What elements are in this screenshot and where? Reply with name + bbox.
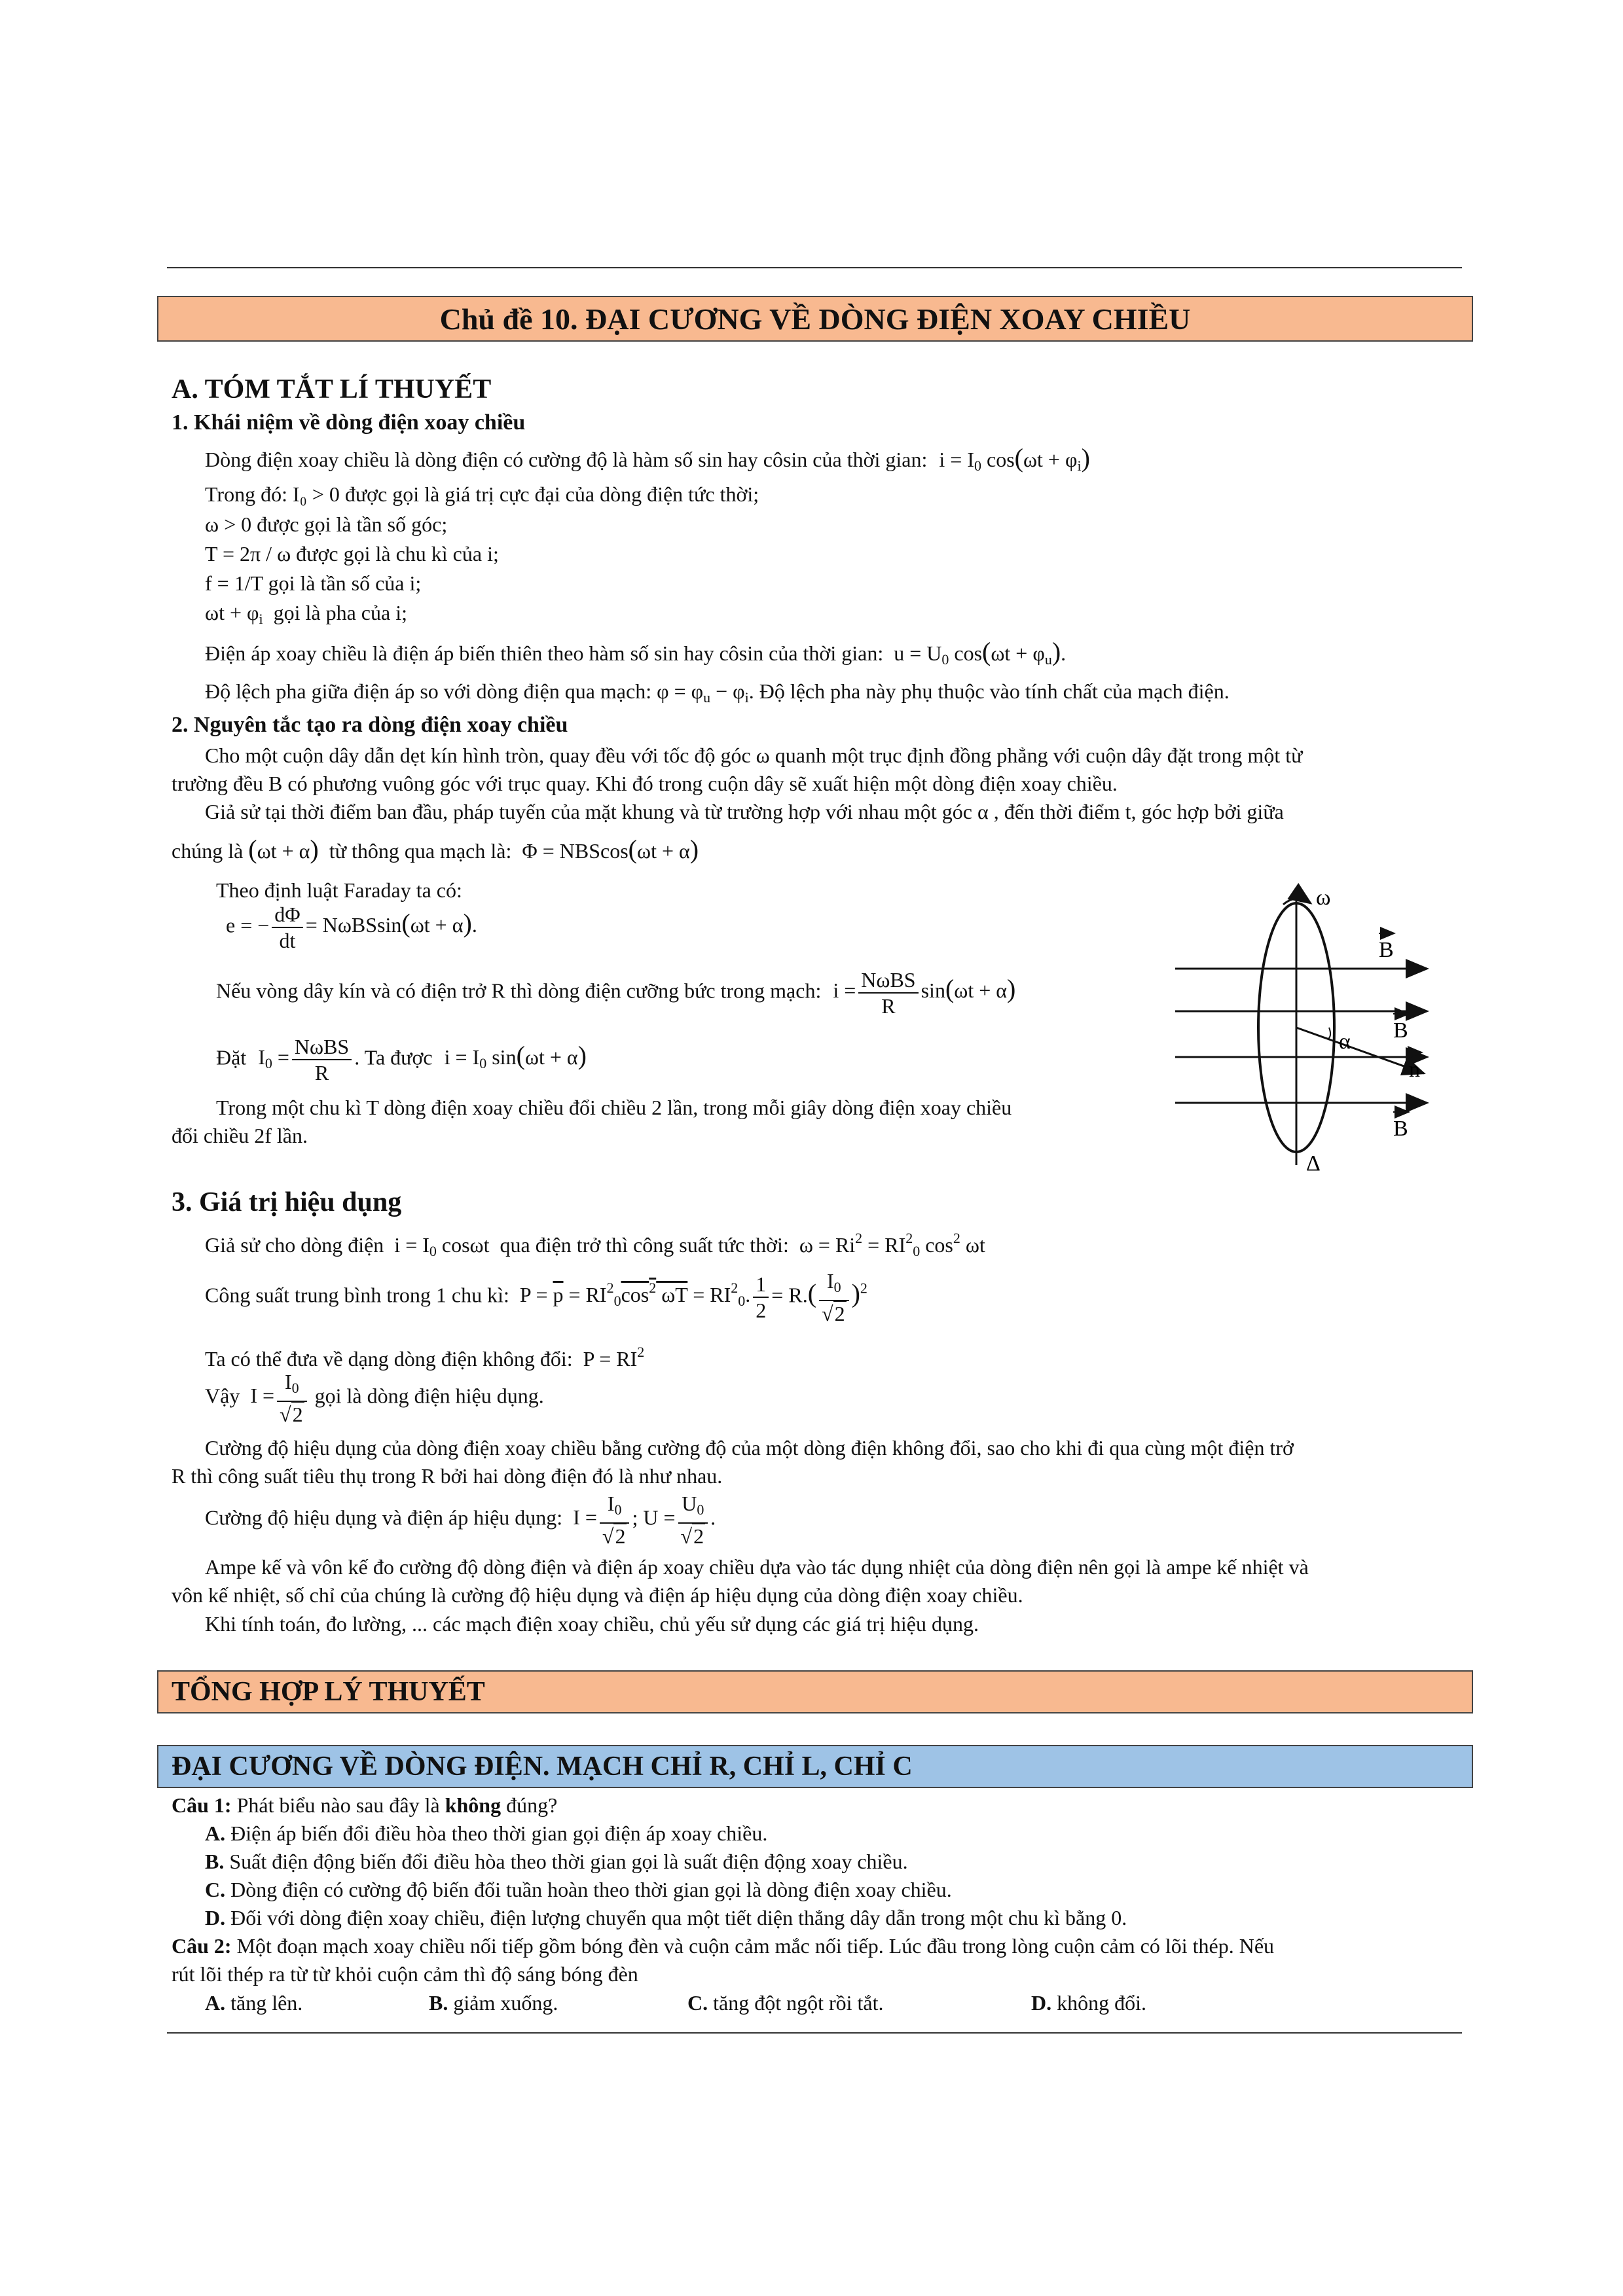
- q2-option-b[interactable]: B. giảm xuống.: [429, 1991, 558, 2015]
- s2-paragraph-3b: đổi chiều 2f lần.: [172, 1124, 308, 1147]
- s2-paragraph-1b: trường đều B có phương vuông góc với trục quay. Khi đó trong cuộn dây sẽ xuất hiện một dòng điện xoay chiều.: [172, 772, 1118, 795]
- s3-paragraph-1: Giả sử cho dòng điện $i = I_0$ cosωt qua điện trở thì công suất tức thời: $\omega = Ri^2 = RI^2_0$ $\cos^2 \omega t$: [205, 1230, 985, 1259]
- summary-banner-title: TỔNG HỢP LÝ THUYẾT: [172, 1677, 485, 1707]
- top-rule: [167, 267, 1462, 268]
- s1-where-i0: Trong đó: I₀ > 0 được gọi là giá trị cực đại của dòng điện tức thời;: [205, 482, 759, 506]
- q2-option-a[interactable]: A. tăng lên.: [205, 1991, 303, 2015]
- question-2: Câu 2: Một đoạn mạch xoay chiều nối tiếp gồm bóng đèn và cuộn cảm mắc nối tiếp. Lúc đầu trong lòng cuộn cảm có lõi thép. Nếu: [172, 1934, 1275, 1958]
- formula-emf: e = − $\frac{d\Phi}{dt}$ = NωBSsin(ωt + α).: [226, 903, 477, 952]
- s3-paragraph-7a: Ampe kế và vôn kế đo cường độ dòng điện và điện áp xoay chiều dựa vào tác dụng nhiệt của dòng điện nên gọi là ampe kế nhiệt và: [205, 1555, 1309, 1579]
- q1-option-d[interactable]: D. Đối với dòng điện xoay chiều, điện lượng chuyển qua một tiết diện thẳng dây dẫn trong một chu kì bằng 0.: [205, 1906, 1127, 1929]
- q1-option-c[interactable]: C. Dòng điện có cường độ biến đổi tuần hoàn theo thời gian gọi là dòng điện xoay chiều.: [205, 1878, 952, 1901]
- delta-label: Δ: [1306, 1151, 1321, 1175]
- s1-heading: 1. Khái niệm về dòng điện xoay chiều: [172, 410, 526, 435]
- rotating-coil-diagram: [1165, 877, 1467, 1185]
- question-1: Câu 1: Phát biểu nào sau đây là không đúng?: [172, 1793, 558, 1817]
- summary-banner: [157, 1670, 1473, 1713]
- page-title: Chủ đề 10. ĐẠI CƯƠNG VỀ DÒNG ĐIỆN XOAY CHIỀU: [439, 302, 1191, 336]
- n-label: n: [1409, 1058, 1420, 1082]
- formula-u: $u = U_0$ $\cos(\omega t + \varphi_u)$.: [894, 637, 1067, 668]
- topic-banner-title: ĐẠI CƯƠNG VỀ DÒNG ĐIỆN. MẠCH CHỈ R, CHỈ L, CHỈ C: [172, 1751, 913, 1782]
- s3-paragraph-3: Ta có thể đưa về dạng dòng điện không đổi: $P = RI^2$: [205, 1344, 645, 1371]
- q2-option-c[interactable]: C. tăng đột ngột rồi tắt.: [687, 1991, 884, 2015]
- formula-i: $i = I_0$ $\cos(\omega t + \varphi_i)$: [939, 443, 1090, 474]
- s1-definition: Dòng điện xoay chiều là dòng điện có cường độ là hàm số sin hay côsin của thời gian: $i = I_0$ $\cos(\omega t + \varphi_i)$: [205, 443, 1090, 474]
- s3-heading: 3. Giá trị hiệu dụng: [172, 1187, 402, 1217]
- alpha-label: α: [1339, 1030, 1351, 1054]
- q1-option-a[interactable]: A. Điện áp biến đổi điều hòa theo thời gian gọi điện áp xoay chiều.: [205, 1821, 768, 1845]
- bottom-rule: [167, 2032, 1462, 2034]
- s2-set-i0: Đặt $I_0$ = $\frac{\text{NωBS}}{R}$ . Ta được $i = I_0$ sin(ωt + α): [216, 1035, 587, 1085]
- s1-voltage: Điện áp xoay chiều là điện áp biến thiên theo hàm số sin hay côsin của thời gian: $u = U_0$ $\cos(\omega t + \varphi_u)$.: [205, 637, 1067, 668]
- alpha-arc: [1328, 1028, 1330, 1039]
- question-2-line-2: rút lõi thép ra từ từ khỏi cuộn cảm thì độ sáng bóng đèn: [172, 1962, 638, 1986]
- s3-paragraph-8: Khi tính toán, đo lường, ... các mạch điện xoay chiều, chủ yếu sử dụng các giá trị hiệu dụng.: [205, 1612, 979, 1636]
- omega-label: ω: [1316, 886, 1331, 910]
- s3-paragraph-2: Công suất trung bình trong 1 chu kì: $P = \overline{p} = RI^2_0\cos^2$ $\omega T = RI^2_0$. $\frac{1}{2}$ = R.( $\frac{I_0}{√2}$ )$^2$: [205, 1269, 867, 1325]
- formula-flux: Φ = NBScos(ωt + α): [522, 834, 699, 864]
- b-label-2: B: [1393, 1018, 1408, 1043]
- s1-frequency: f = 1/T gọi là tần số của i;: [205, 571, 422, 595]
- s2-heading: 2. Nguyên tắc tạo ra dòng điện xoay chiều: [172, 713, 568, 737]
- s1-phase: $\omega t + \varphi_i$ gọi là pha của i;: [205, 601, 407, 627]
- s1-omega: ω > 0 được gọi là tần số góc;: [205, 512, 448, 536]
- s2-paragraph-3a: Trong một chu kì T dòng điện xoay chiều đổi chiều 2 lần, trong mỗi giây dòng điện xoay chiều: [216, 1096, 1012, 1119]
- q1-option-b[interactable]: B. Suất điện động biến đổi điều hòa theo thời gian gọi là suất điện động xoay chiều.: [205, 1850, 908, 1873]
- s3-paragraph-6: Cường độ hiệu dụng và điện áp hiệu dụng: I = $\frac{I_0}{√2}$ ; U = $\frac{U_0}{√2}$ .: [205, 1492, 716, 1548]
- formula-phi: $\varphi = \varphi_u - \varphi_i$: [657, 679, 749, 706]
- s3-paragraph-4: Vậy I = $\frac{I_0}{√2}$ gọi là dòng điện hiệu dụng.: [205, 1370, 544, 1426]
- s3-paragraph-5a: Cường độ hiệu dụng của dòng điện xoay chiều bằng cường độ của một dòng điện không đổi, sao cho khi đi qua cùng một điện trở: [205, 1436, 1294, 1460]
- s1-phase-shift: Độ lệch pha giữa điện áp so với dòng điện qua mạch: $\varphi = \varphi_u - \varphi_i$. Độ lệch pha này phụ thuộc vào tính chất của mạch điện.: [205, 679, 1230, 706]
- b-label-3: B: [1393, 1117, 1408, 1141]
- section-a-heading: A. TÓM TẮT LÍ THUYẾT: [172, 374, 492, 404]
- s2-faraday: Theo định luật Faraday ta có:: [216, 878, 462, 902]
- s3-paragraph-7b: vôn kế nhiệt, số chỉ của chúng là cường độ hiệu dụng và điện áp hiệu dụng của dòng điện xoay chiều.: [172, 1583, 1023, 1607]
- s3-paragraph-5b: R thì công suất tiêu thụ trong R bởi hai dòng điện đó là như nhau.: [172, 1464, 723, 1488]
- s2-paragraph-1a: Cho một cuộn dây dẫn dẹt kín hình tròn, quay đều với tốc độ góc ω quanh một trục định đồng phẳng với cuộn dây đặt trong một từ: [205, 744, 1303, 767]
- b-label-1: B: [1379, 938, 1394, 962]
- q2-option-d[interactable]: D. không đổi.: [1031, 1991, 1146, 2015]
- s2-closed-loop: Nếu vòng dây kín và có điện trở R thì dòng điện cưỡng bức trong mạch: i = $\frac{\text{NωBS}}{R}$ sin(ωt + α): [216, 968, 1016, 1018]
- s2-paragraph-2b: chúng là (ωt + α) từ thông qua mạch là: Φ = NBScos(ωt + α): [172, 834, 699, 864]
- s1-period: T = 2π / ω được gọi là chu kì của i;: [205, 542, 499, 565]
- s2-paragraph-2a: Giả sử tại thời điểm ban đầu, pháp tuyến của mặt khung và từ trường hợp với nhau một góc α , đến thời điểm t, góc hợp bởi giữa: [205, 800, 1284, 823]
- title-banner: [157, 296, 1473, 342]
- topic-banner: [157, 1745, 1473, 1788]
